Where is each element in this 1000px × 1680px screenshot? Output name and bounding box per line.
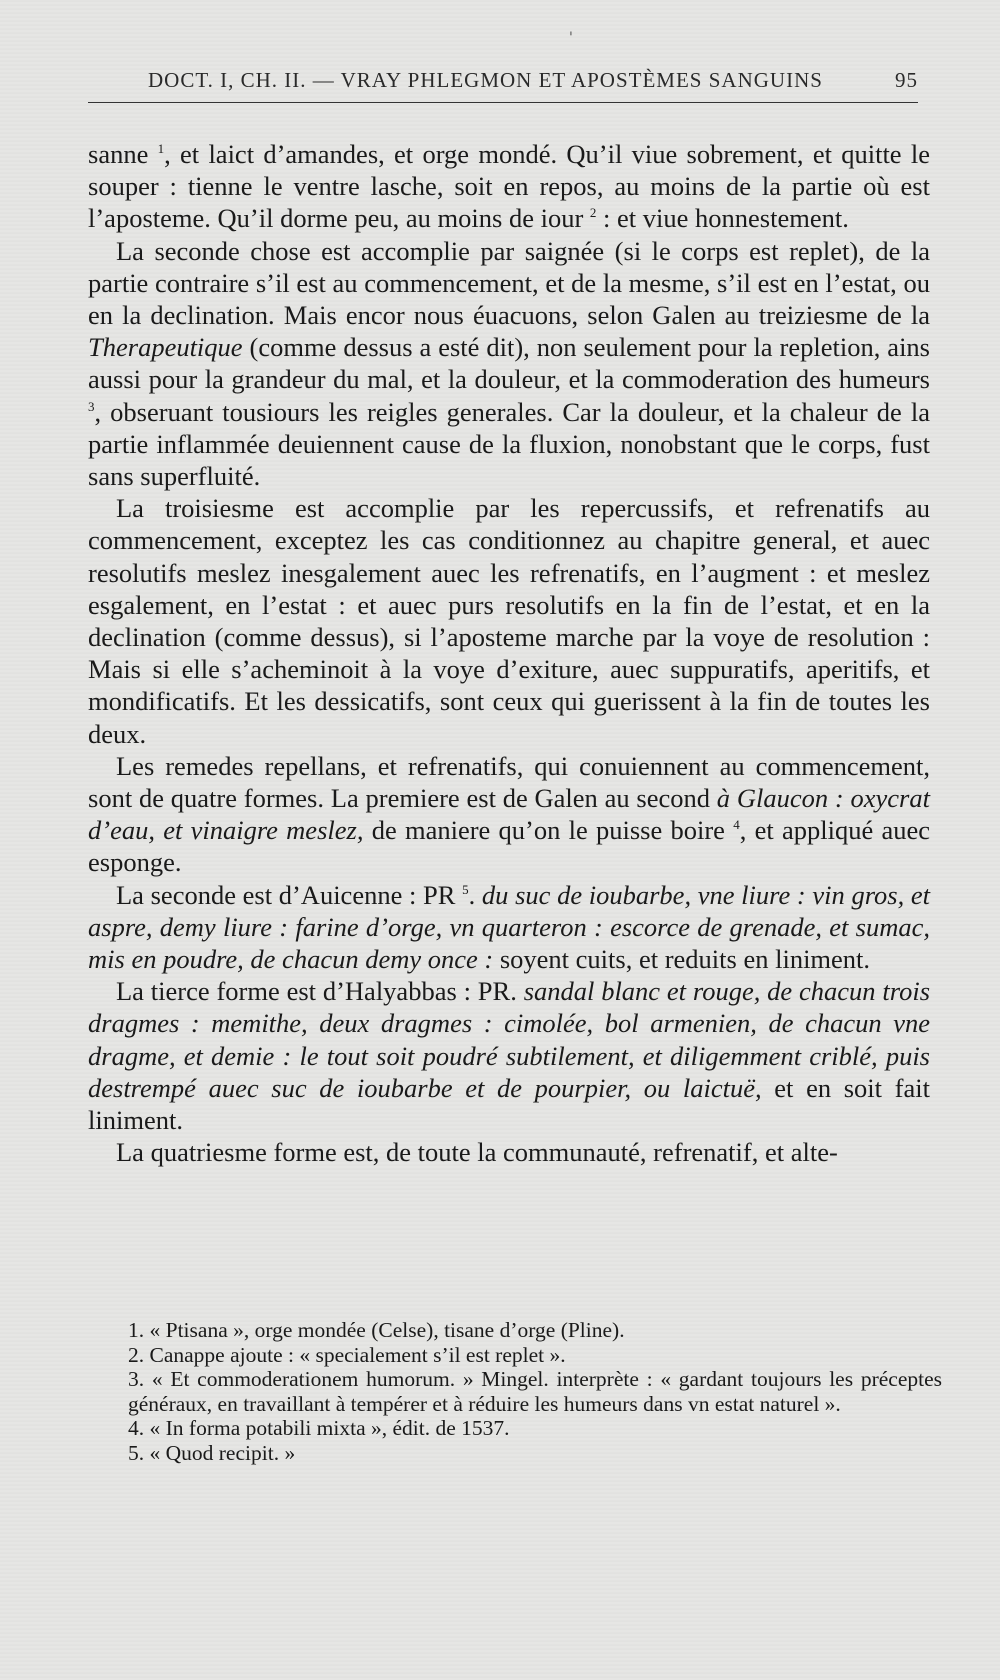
footnote-number: 2. bbox=[128, 1342, 145, 1367]
text-run: soyent cuits, et reduits en liniment. bbox=[493, 944, 871, 975]
italic-text: Therapeutique bbox=[88, 332, 243, 363]
footnote-text: Canappe ajoute : « specialement s’il est replet ». bbox=[144, 1342, 566, 1367]
running-title: DOCT. I, CH. II. — VRAY PHLEGMON ET APOSTÈMES SANGUINS bbox=[148, 68, 823, 92]
text-run: . bbox=[468, 879, 482, 910]
footnote-number: 1. bbox=[128, 1318, 145, 1342]
footnote bbox=[128, 1343, 942, 1368]
footnote bbox=[128, 1416, 942, 1441]
text-run: : et viue honnestement. bbox=[596, 203, 849, 234]
italic-text: sandal blanc et rouge, de chacun trois dragmes : memithe, deux dragmes : cimolée, bol armenien, de chacun vne dragme, et demie : le tout soit poudré subtilement, et diligemment criblé, puis destrempé auec suc de ioubarbe et de pourpier, ou laictuë, bbox=[88, 976, 931, 1103]
paragraph bbox=[88, 879, 930, 976]
footnote-ref: 2 bbox=[589, 205, 597, 221]
footnote-text: « In forma potabili mixta », édit. de 1537. bbox=[144, 1416, 510, 1441]
text-run: , obseruant tousiours les reigles generales. Car la douleur, et la chaleur de la partie inflammée deuiennent cause de la fluxion, nonobstant que le corps, fust sans superfluité. bbox=[88, 396, 930, 492]
text-run: Les remedes repellans, et refrenatifs, qui conuiennent au commencement, sont de quatre formes. La premiere est de Galen au second bbox=[88, 750, 930, 814]
italic-text: à Glaucon : oxycrat d’eau, et vinaigre meslez, bbox=[88, 783, 930, 846]
header-rule bbox=[88, 102, 918, 103]
paragraph bbox=[88, 750, 930, 879]
text-run: sanne bbox=[88, 139, 158, 169]
footnote bbox=[128, 1367, 942, 1416]
footnote-text: « Ptisana », orge mondée (Celse), tisane d’orge (Pline). bbox=[144, 1318, 625, 1342]
italic-text: du suc de ioubarbe, vne liure : vin gros, et aspre, demy liure : farine d’orge, vn quarteron : escorce de grenade, et sumac, mis en poudre, de chacun demy once : bbox=[88, 879, 930, 975]
text-run: de maniere qu’on le puisse boire bbox=[363, 815, 734, 846]
footnote-text: « Et commoderationem humorum. » Mingel. interprète : « gardant toujours les préceptes généraux, en travaillant à tempérer et à réduire les humeurs dans vn estat naturel ». bbox=[128, 1367, 942, 1416]
paragraph bbox=[88, 492, 930, 750]
footnote-ref: 1 bbox=[157, 141, 165, 156]
text-run: , et laict d’amandes, et orge mondé. Qu’il viue sobrement, et quitte le souper : tienne le ventre lasche, soit en repos, au moins de la partie où est l’aposteme. Qu’il dorme peu, au moins de iour bbox=[88, 139, 930, 234]
footnote-ref: 4 bbox=[733, 817, 740, 833]
footnote bbox=[128, 1318, 942, 1343]
body-text bbox=[88, 138, 930, 1169]
footnotes bbox=[128, 1318, 942, 1466]
text-run: La seconde est d’Auicenne : PR bbox=[116, 879, 463, 910]
footnote-ref: 5 bbox=[462, 881, 469, 897]
print-mark: ' bbox=[569, 30, 573, 46]
text-run: , et appliqué auec esponge. bbox=[88, 815, 930, 878]
text-run: La seconde chose est accomplie par saignée (si le corps est replet), de la partie contraire s’il est au commencement, et de la mesme, s’il est en l’estat, ou en la declination. Mais encor nous éuacuons, selon Galen au treiziesme de la bbox=[88, 235, 930, 331]
paragraph bbox=[88, 1136, 930, 1168]
footnote bbox=[128, 1441, 942, 1466]
page-number: 95 bbox=[895, 68, 918, 92]
text-run: La troisiesme est accomplie par les repercussifs, et refrenatifs au commencement, exceptez les cas conditionnez au chapitre general, et auec resolutifs meslez inesgalement auec les refrenatifs, en l’augment : et meslez esgalement, en l’estat : et auec purs resolutifs en la fin de l’estat, et en la declination (comme dessus), si l’aposteme marche par la voye de resolution : Mais si elle s’acheminoit à la voye d’exiture, auec suppuratifs, aperitifs, et mondificatifs. Et les dessicatifs, sont ceux qui guerissent à la fin de toutes les deux. bbox=[88, 493, 930, 749]
text-run: La tierce forme est d’Halyabbas : PR. bbox=[116, 976, 524, 1007]
paragraph bbox=[88, 138, 930, 235]
footnote-number: 3. bbox=[128, 1367, 145, 1392]
paragraph bbox=[88, 235, 930, 493]
footnote-ref: 3 bbox=[88, 398, 95, 414]
footnote-number: 5. bbox=[128, 1440, 145, 1465]
text-run: La quatriesme forme est, de toute la communauté, refrenatif, et alte- bbox=[116, 1137, 838, 1168]
text-run: et en soit fait liniment. bbox=[88, 1072, 930, 1136]
paragraph bbox=[88, 975, 930, 1136]
text-run: (comme dessus a esté dit), non seulement pour la repletion, ains aussi pour la grandeur du mal, et la douleur, et la commoderation des humeurs bbox=[88, 332, 930, 395]
footnote-text: « Quod recipit. » bbox=[144, 1440, 296, 1465]
footnote-number: 4. bbox=[128, 1416, 145, 1441]
